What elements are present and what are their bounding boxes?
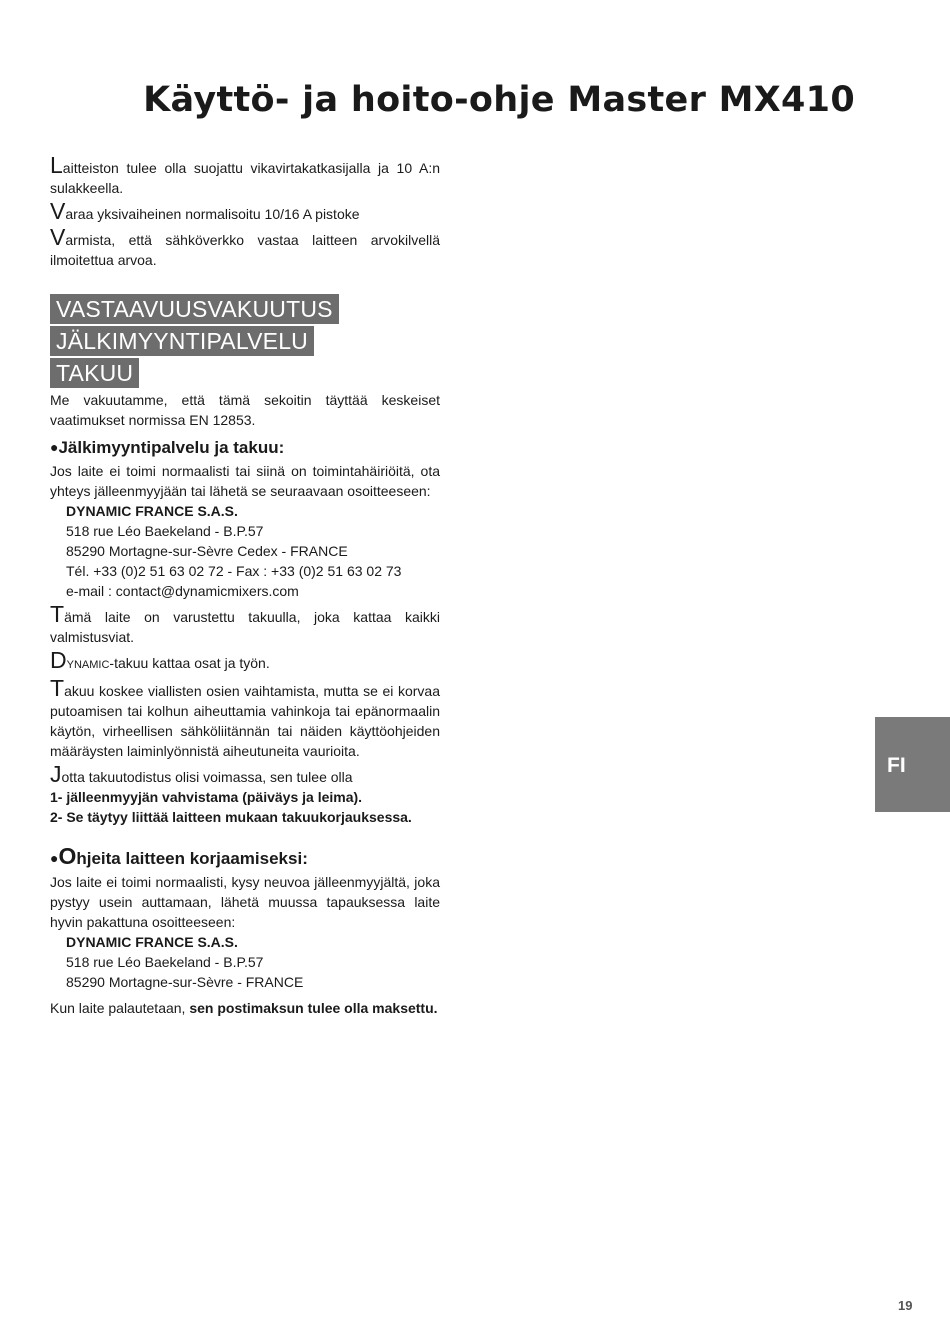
paragraph-text: ämä laite on varustettu takuulla, joka kattaa kaikki valmistusviat. bbox=[50, 609, 440, 645]
intro-paragraph bbox=[50, 152, 440, 198]
drop-initial: L bbox=[50, 152, 63, 178]
address-street: 518 rue Léo Baekeland - B.P.57 bbox=[66, 523, 264, 539]
address-street: 518 rue Léo Baekeland - B.P.57 bbox=[66, 954, 264, 970]
page-number: 19 bbox=[898, 1298, 913, 1313]
page-title: Käyttö- ja hoito-ohje Master MX410 bbox=[143, 80, 855, 120]
section-headings bbox=[50, 294, 440, 390]
repair-text: Jos laite ei toimi normaalisti, kysy neuvoa jälleenmyyjältä, joka pystyy usein auttamaan, lähetä muussa tapauksessa laite hyvin pakattuna osoitteeseen: bbox=[50, 874, 440, 930]
warranty-paragraph bbox=[50, 675, 440, 761]
drop-initial: O bbox=[58, 843, 77, 869]
drop-initial: V bbox=[50, 224, 66, 250]
address-block bbox=[50, 932, 440, 992]
paragraph-text: akuu koskee viallisten osien vaihtamista, mutta se ei korvaa putoamisen tai kolhun aiheuttamia vahinkoja tai epänormaalin käytön, virheellisen sähköliitännän tai näiden käyttöohjeiden määräysten laiminlyönnistä aiheutuneita vaurioita. bbox=[50, 683, 440, 759]
company-name: DYNAMIC FRANCE S.A.S. bbox=[66, 503, 238, 519]
repair-heading bbox=[50, 845, 440, 870]
bullet-icon: ● bbox=[50, 850, 59, 866]
phone-fax: Tél. +33 (0)2 51 63 02 72 - Fax : +33 (0)2 51 63 02 73 bbox=[66, 563, 402, 579]
drop-initial: T bbox=[50, 601, 65, 627]
warranty-condition-1: 1- jälleenmyyjän vahvistama (päiväys ja leima). bbox=[50, 789, 363, 805]
paragraph-text: otta takuutodistus olisi voimassa, sen tulee olla bbox=[61, 769, 353, 785]
declaration-text: Me vakuutamme, että tämä sekoitin täyttää keskeiset vaatimukset normissa EN 12853. bbox=[50, 392, 440, 428]
repair-heading-text: hjeita laitteen korjaamiseksi: bbox=[76, 849, 308, 868]
return-text: Kun laite palautetaan, bbox=[50, 1000, 190, 1016]
warranty-paragraph bbox=[50, 647, 440, 675]
drop-initial: J bbox=[50, 761, 62, 787]
heading-after-sales: JÄLKIMYYNTIPALVELU bbox=[50, 326, 314, 356]
paragraph-text: armista, että sähköverkko vastaa laitteen arvokilvellä ilmoitettua arvoa. bbox=[50, 232, 440, 268]
email: e-mail : contact@dynamicmixers.com bbox=[66, 583, 299, 599]
intro-paragraph bbox=[50, 224, 440, 270]
warranty-paragraph bbox=[50, 601, 440, 647]
bullet-icon: ● bbox=[50, 439, 59, 455]
warranty-condition-2: 2- Se täytyy liittää laitteen mukaan takuukorjauksessa. bbox=[50, 809, 412, 825]
heading-declaration: VASTAAVUUSVAKUUTUS bbox=[50, 294, 339, 324]
after-sales-text: Jos laite ei toimi normaalisti tai siinä on toimintahäiriöitä, ota yhteys jälleenmyyjään tai lähetä se seuraavaan osoitteeseen: bbox=[50, 463, 440, 499]
return-note bbox=[50, 998, 440, 1018]
heading-warranty: TAKUU bbox=[50, 358, 139, 388]
warranty-paragraph bbox=[50, 761, 440, 787]
address-city: 85290 Mortagne-sur-Sèvre - FRANCE bbox=[66, 974, 304, 990]
small-caps-brand: YNAMIC bbox=[66, 659, 110, 671]
company-name: DYNAMIC FRANCE S.A.S. bbox=[66, 934, 238, 950]
drop-initial: D bbox=[50, 647, 67, 673]
address-block bbox=[50, 501, 440, 601]
main-column bbox=[50, 152, 440, 1024]
paragraph-text: araa yksivaiheinen normalisoitu 10/16 A pistoke bbox=[65, 206, 360, 222]
drop-initial: V bbox=[50, 198, 66, 224]
after-sales-heading bbox=[50, 436, 440, 459]
return-bold-text: sen postimaksun tulee olla maksettu. bbox=[189, 1000, 438, 1016]
drop-initial: T bbox=[50, 675, 65, 701]
language-tab: FI bbox=[875, 717, 950, 812]
intro-paragraph bbox=[50, 198, 440, 224]
address-city: 85290 Mortagne-sur-Sèvre Cedex - FRANCE bbox=[66, 543, 348, 559]
after-sales-heading-text: Jälkimyyntipalvelu ja takuu: bbox=[58, 438, 285, 457]
paragraph-text: aitteiston tulee olla suojattu vikavirtakatkasijalla ja 10 A:n sulakkeella. bbox=[50, 160, 440, 196]
paragraph-text: -takuu kattaa osat ja työn. bbox=[109, 655, 270, 671]
